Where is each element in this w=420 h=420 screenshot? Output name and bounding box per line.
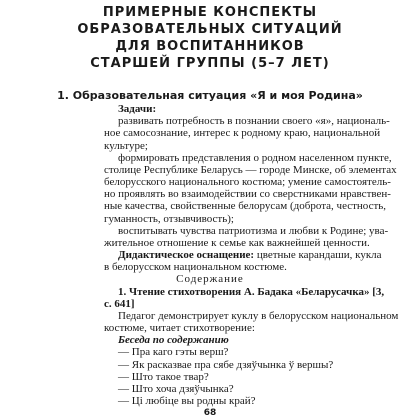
didactic-text: цветные карандаши, кукла <box>254 249 382 261</box>
header-line-4: СТАРШЕЙ ГРУППЫ (5–7 ЛЕТ) <box>90 56 330 71</box>
reading-title-cont: с. 641] <box>104 297 135 310</box>
header-line-2: ОБРАЗОВАТЕЛЬНЫХ СИТУАЦИЙ <box>77 22 343 37</box>
reading-text: костюме, читает стихотворение: <box>104 322 255 334</box>
tasks-line: жительное отношение к семье как важнейшей ценности. <box>104 236 370 249</box>
conversation-label: Беседа по содержанию <box>118 334 229 347</box>
tasks-label: Задачи: <box>118 103 157 115</box>
tasks-line: ное самосознание, интерес к родному краю, национальной <box>104 127 381 140</box>
contents-heading: Содержание <box>176 273 244 286</box>
reading-title: 1. Чтение стихотворения А. Бадака «Беларусачка» [3, <box>118 285 385 298</box>
page-number: 68 <box>203 408 217 418</box>
header-line-1: ПРИМЕРНЫЕ КОНСПЕКТЫ <box>102 5 318 20</box>
reading-text: Педагог демонстрирует куклу в белорусском национальном <box>118 309 399 322</box>
tasks-line: столице Республике Беларусь — городе Минске, об элементах <box>104 163 397 176</box>
didactic-line <box>118 250 382 261</box>
dialogue-line: — Ці любіце вы родны край? <box>118 395 256 407</box>
section-title: 1. Образовательная ситуация «Я и моя Родина» <box>57 89 363 102</box>
tasks-line: воспитывать чувства патриотизма и любви к Родине; ува- <box>118 224 389 237</box>
tasks-line: ные качества, свойственные белорусам (доброта, честность, <box>104 200 387 213</box>
tasks-line: развивать потребность в познании своего «я», националь- <box>118 115 390 128</box>
didactic-line-2: в белорусском национальном костюме. <box>104 261 287 274</box>
header-line-3: ДЛЯ ВОСПИТАННИКОВ <box>115 39 305 54</box>
dialogue-line: — Што такое твар? <box>118 370 209 383</box>
tasks-line: белорусского национального костюма; умение самостоятель- <box>104 176 391 188</box>
dialogue-line: — Як расказвае пра сябе дзяўчынка ў вершы? <box>118 358 334 371</box>
tasks-line: но проявлять во взаимодействии со сверстниками нравствен- <box>104 188 391 201</box>
tasks-line: культуре; <box>104 139 148 152</box>
didactic-label: Дидактическое оснащение: <box>118 249 255 261</box>
tasks-line: формировать представления о родном населенном пункте, <box>118 151 392 164</box>
tasks-line: гуманность, отзывчивость); <box>104 212 234 225</box>
dialogue-line: — Пра каго гэты верш? <box>118 346 229 359</box>
dialogue-line: — Што хоча дзяўчынка? <box>118 382 234 395</box>
